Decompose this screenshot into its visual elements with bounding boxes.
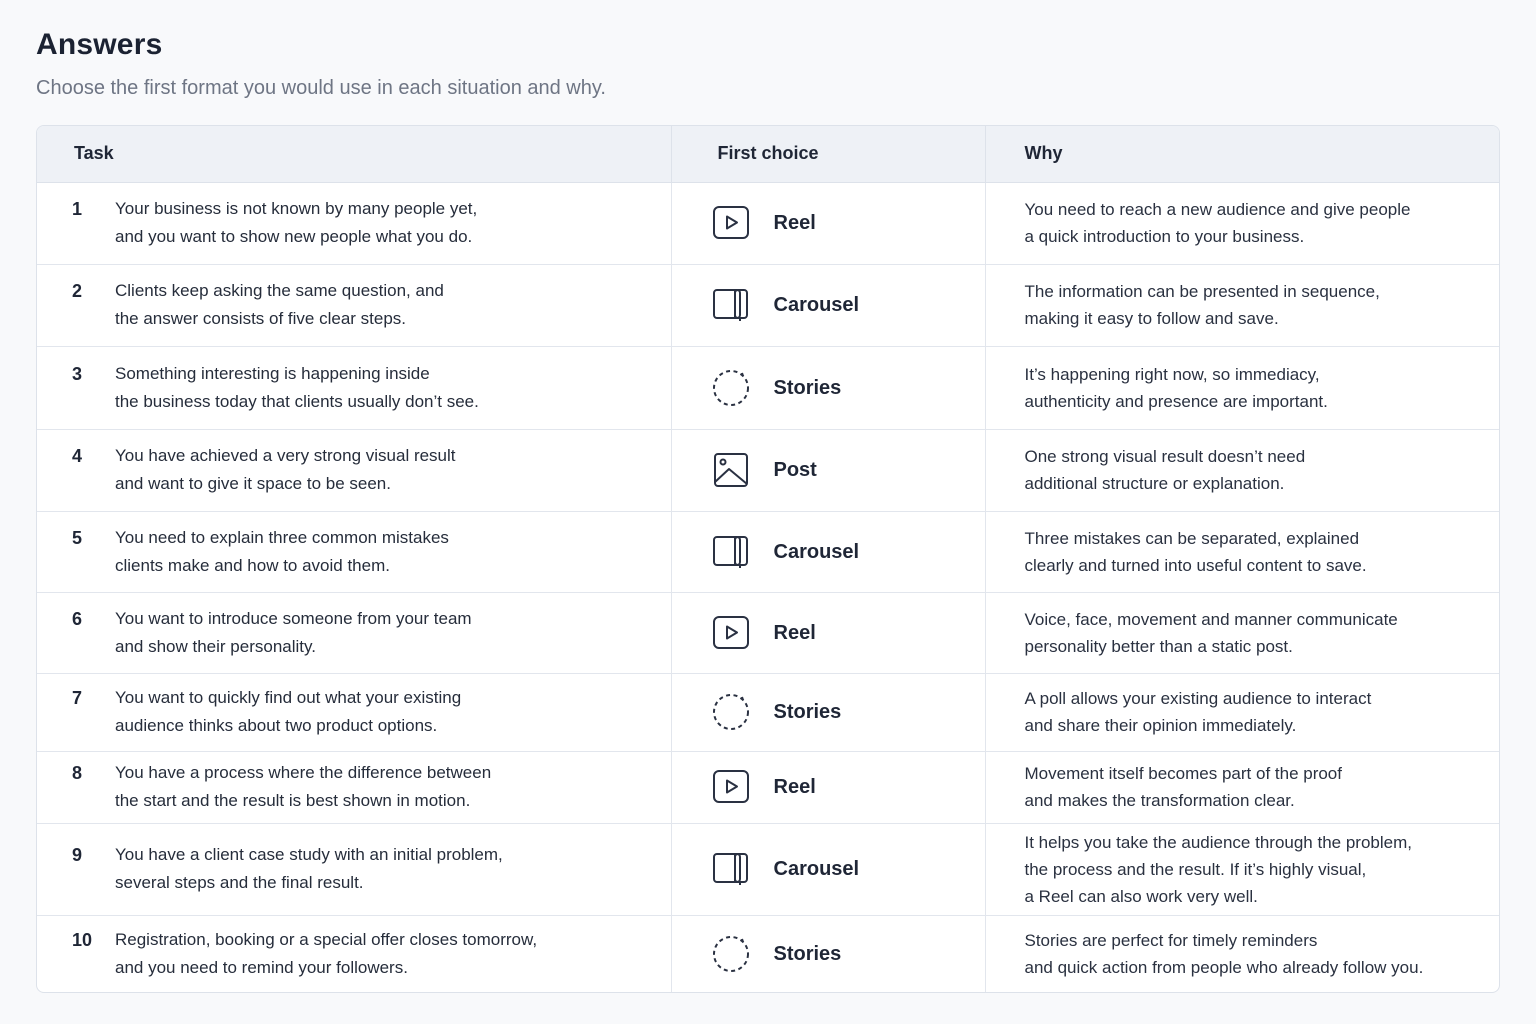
why-text: It’s happening right now, so immediacy, authenticity and presence are important.	[1024, 364, 1328, 411]
why-text: The information can be presented in sequence, making it easy to follow and save.	[1024, 282, 1380, 328]
row-number: 5	[72, 527, 83, 548]
why-text: Stories are perfect for timely reminders and quick action from people who already follow you.	[1024, 930, 1424, 977]
row-number: 1	[72, 199, 83, 219]
why-text: Movement itself becomes part of the proof and makes the transformation clear.	[1024, 764, 1342, 810]
choice-label: Carousel	[773, 294, 860, 316]
row-number: 10	[72, 929, 93, 950]
choice-cell	[671, 182, 985, 264]
choice-cell	[671, 429, 985, 511]
task-cell	[37, 823, 671, 915]
header-why: Why	[985, 126, 1499, 182]
task-text: Clients keep asking the same question, and the answer consists of five clear steps.	[115, 281, 444, 328]
carousel-icon	[712, 286, 750, 324]
row-number: 6	[72, 608, 83, 629]
task-cell	[37, 346, 671, 429]
header-first-choice: First choice	[671, 126, 985, 182]
table-header-row	[37, 126, 1499, 182]
table-row	[37, 346, 1499, 429]
why-text: One strong visual result doesn’t need additional structure or explanation.	[1024, 447, 1306, 493]
why-cell	[985, 429, 1499, 511]
why-cell	[985, 264, 1499, 346]
stories-ring-icon	[712, 935, 750, 973]
table-row	[37, 915, 1499, 992]
task-cell	[37, 751, 671, 823]
task-cell	[37, 592, 671, 673]
page-title: Answers	[36, 28, 163, 61]
table-row	[37, 592, 1499, 673]
choice-label: Stories	[773, 942, 842, 965]
why-cell	[985, 673, 1499, 751]
choice-cell	[671, 823, 985, 915]
row-number: 8	[72, 763, 83, 783]
task-cell	[37, 673, 671, 751]
task-text: You have achieved a very strong visual result and want to give it space to be seen.	[115, 446, 456, 493]
table-row	[37, 182, 1499, 264]
why-text: It helps you take the audience through the problem, the process and the result. If it’s highly visual, a Reel can also work very well.	[1024, 832, 1412, 906]
carousel-icon	[712, 533, 750, 571]
header-task: Task	[37, 126, 671, 182]
task-cell	[37, 915, 671, 992]
why-cell	[985, 182, 1499, 264]
answers-table	[36, 125, 1500, 993]
choice-label: Reel	[773, 621, 816, 644]
table-row	[37, 429, 1499, 511]
stories-ring-icon	[712, 693, 750, 731]
reel-play-icon	[712, 768, 750, 806]
task-text: You want to introduce someone from your team and show their personality.	[115, 608, 472, 656]
choice-label: Post	[773, 459, 817, 481]
choice-cell	[671, 346, 985, 429]
task-text: Registration, booking or a special offer closes tomorrow, and you need to remind your followers.	[115, 929, 538, 977]
choice-label: Stories	[773, 701, 842, 723]
task-text: Your business is not known by many people yet, and you want to show new people what you do.	[115, 199, 478, 246]
table-row	[37, 673, 1499, 751]
task-text: You have a client case study with an initial problem, several steps and the final result.	[115, 845, 503, 892]
why-text: Three mistakes can be separated, explained clearly and turned into useful content to save.	[1024, 528, 1367, 575]
row-number: 9	[72, 845, 83, 865]
table-row	[37, 511, 1499, 592]
choice-cell	[671, 915, 985, 992]
stories-ring-icon	[712, 369, 750, 407]
choice-label: Reel	[773, 212, 816, 234]
carousel-icon	[712, 850, 750, 888]
table-row	[37, 751, 1499, 823]
reel-play-icon	[712, 204, 750, 242]
image-post-icon	[712, 451, 750, 489]
choice-cell	[671, 264, 985, 346]
why-cell	[985, 823, 1499, 915]
choice-label: Stories	[773, 376, 842, 399]
task-text: You want to quickly find out what your existing audience thinks about two product options.	[115, 688, 462, 735]
choice-cell	[671, 592, 985, 673]
why-text: A poll allows your existing audience to interact and share their opinion immediately.	[1024, 689, 1372, 735]
row-number: 3	[72, 363, 83, 384]
why-text: Voice, face, movement and manner communicate personality better than a static post.	[1024, 609, 1398, 656]
row-number: 4	[72, 446, 83, 466]
why-cell	[985, 915, 1499, 992]
task-cell	[37, 264, 671, 346]
choice-label: Carousel	[773, 540, 860, 563]
why-cell	[985, 346, 1499, 429]
choice-cell	[671, 751, 985, 823]
why-cell	[985, 751, 1499, 823]
choice-cell	[671, 511, 985, 592]
why-cell	[985, 511, 1499, 592]
row-number: 2	[72, 281, 83, 301]
reel-play-icon	[712, 614, 750, 652]
why-cell	[985, 592, 1499, 673]
row-number: 7	[72, 688, 83, 708]
choice-label: Carousel	[773, 858, 860, 880]
table-row	[37, 264, 1499, 346]
task-text: You have a process where the difference between the start and the result is best shown in motion.	[115, 763, 492, 810]
page-subtitle: Choose the first format you would use in each situation and why.	[36, 77, 606, 99]
table-row	[37, 823, 1499, 915]
task-cell	[37, 511, 671, 592]
choice-cell	[671, 673, 985, 751]
task-cell	[37, 429, 671, 511]
task-cell	[37, 182, 671, 264]
choice-label: Reel	[773, 776, 816, 798]
task-text: Something interesting is happening inside the business today that clients usually don’t see.	[115, 363, 479, 411]
task-text: You need to explain three common mistakes clients make and how to avoid them.	[115, 527, 449, 575]
why-text: You need to reach a new audience and give people a quick introduction to your business.	[1024, 200, 1411, 246]
